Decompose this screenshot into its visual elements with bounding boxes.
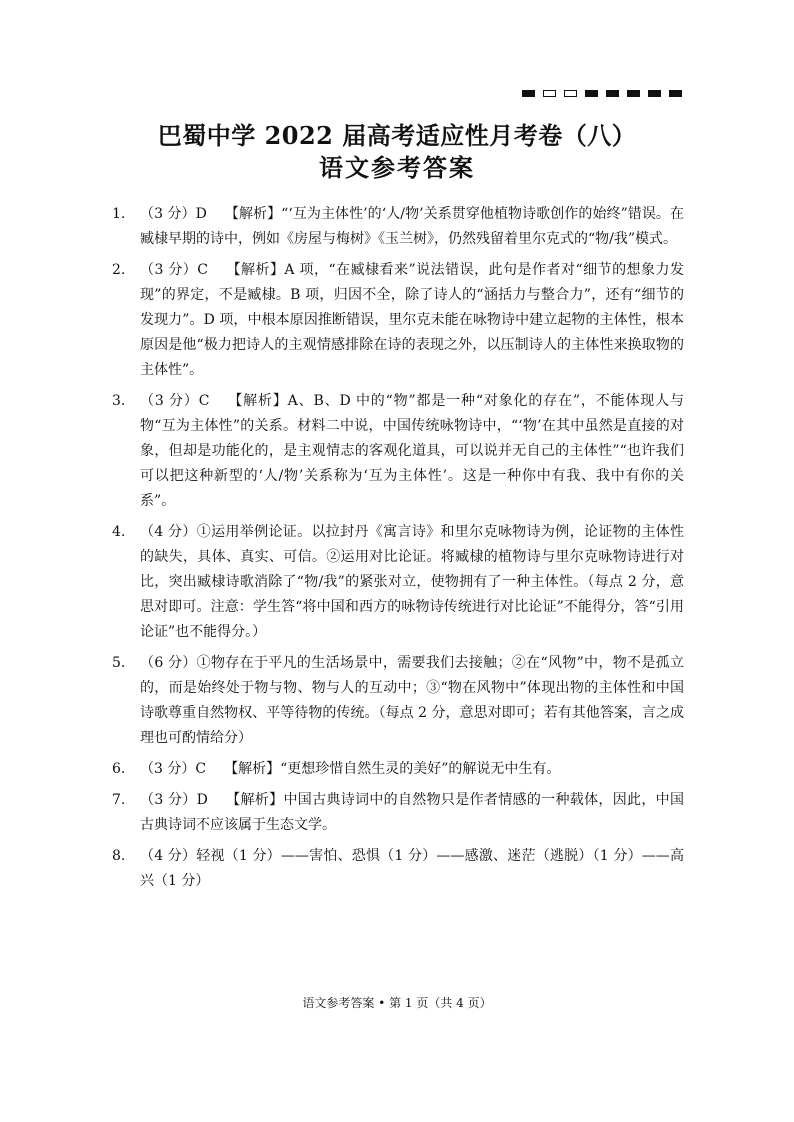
answer-list [112,202,684,900]
answer-score: （6 分） [140,655,197,671]
question-number: 1. [112,206,126,222]
answer-item [112,258,684,383]
header-marks [522,90,682,97]
answer-body [140,520,684,645]
question-number: 4. [112,524,126,540]
header-mark [543,90,556,97]
answer-text: 【解析】A、B、D 中的“物”都是一种“对象化的存在”，不能体现人与物“互为主体性”的关系。材料二中说，中国传统咏物诗中，“‘物’在其中虽然是直接的对象，但却是功能化的，是主观情志的客观化道具，可以说并无自己的主体性”“也许我们可以把这种新型的‘人/物’关系称为‘互为主体性’。这是一种你中有我、我中有你的关系”。 [140,393,684,509]
question-number: 5. [112,655,126,671]
document-title: 巴蜀中学 2022 届高考适应性月考卷（八） [157,121,637,150]
answer-body [140,757,684,782]
answer-item [112,844,684,894]
answer-body [140,844,684,894]
answer-item [112,651,684,751]
answer-text: 轻视（1 分）——害怕、恐惧（1 分）——感激、迷茫（逃脱）（1 分）——高兴（1 分） [140,848,685,889]
document-subtitle: 语文参考答案 [319,153,475,182]
answer-body [140,651,684,751]
answer-text: ①运用举例论证。以拉封丹《寓言诗》和里尔克咏物诗为例，论证物的主体性的缺失，具体、真实、可信。②运用对比论证。将臧棣的植物诗与里尔克咏物诗进行对比，突出臧棣诗歌消除了“物/我”的紧张对立，使物拥有了一种主体性。（每点 2 分，意思对即可。注意：学生答“将中国和西方的咏物诗传统进行对比论证”不能得分，答“引用论证”也不能得分。） [140,524,685,640]
header-mark [648,90,661,97]
header-mark [585,90,598,97]
answer-text: 【解析】A 项，“在臧棣看来”说法错误，此句是作者对“细节的想象力发现”的界定，不是臧棣。B 项，归因不全，除了诗人的“涵括力与整合力”，还有“细节的发现力”。D 项，中根本原因推断错误，里尔克未能在咏物诗中建立起物的主体性，根本原因是他“极力把诗人的主观情感排除在诗的表现之外，以压制诗人的主体性来换取物的主体性”。 [140,262,685,378]
question-number: 6. [112,761,126,777]
answer-score: （3 分）C [140,262,209,278]
answer-body [140,788,684,838]
answer-score: （3 分）C [140,393,210,409]
header-mark [669,90,682,97]
answer-item [112,757,684,782]
question-number: 2. [112,262,126,278]
answer-body [140,258,684,383]
question-number: 8. [112,848,126,864]
header-mark [606,90,619,97]
header-mark [627,90,640,97]
answer-text: 【解析】中国古典诗词中的自然物只是作者情感的一种载体，因此，中国古典诗词不应该属于生态文学。 [140,792,684,833]
answer-score: （3 分）C [140,761,207,777]
answer-score: （4 分） [140,848,197,864]
page-footer: 语文参考答案 • 第 1 页（共 4 页） [302,996,492,1010]
answer-item [112,389,684,514]
answer-item [112,202,684,252]
answer-text: ①物存在于平凡的生活场景中，需要我们去接触；②在“风物”中，物不是孤立的，而是始终处于物与物、物与人的互动中；③“物在风物中”体现出物的主体性和中国诗歌尊重自然物权、平等待物的传统。（每点 2 分，意思对即可；若有其他答案，言之成理也可酌情给分） [140,655,684,746]
question-number: 7. [112,792,126,808]
question-number: 3. [112,393,126,409]
answer-body [140,389,684,514]
answer-body [140,202,684,252]
answer-item [112,520,684,645]
answer-text: 【解析】“‘互为主体性’的‘人/物’关系贯穿他植物诗歌创作的始终”错误。在臧棣早期的诗中，例如《房屋与梅树》《玉兰树》，仍然残留着里尔克式的“物/我”模式。 [140,206,684,247]
answer-score: （3 分）D [140,792,208,808]
answer-score: （3 分）D [140,206,207,222]
answer-text: 【解析】“更想珍惜自然生灵的美好”的解说无中生有。 [224,761,561,777]
header-mark [564,90,577,97]
answer-score: （4 分） [140,524,197,540]
answer-item [112,788,684,838]
header-mark [522,90,535,97]
